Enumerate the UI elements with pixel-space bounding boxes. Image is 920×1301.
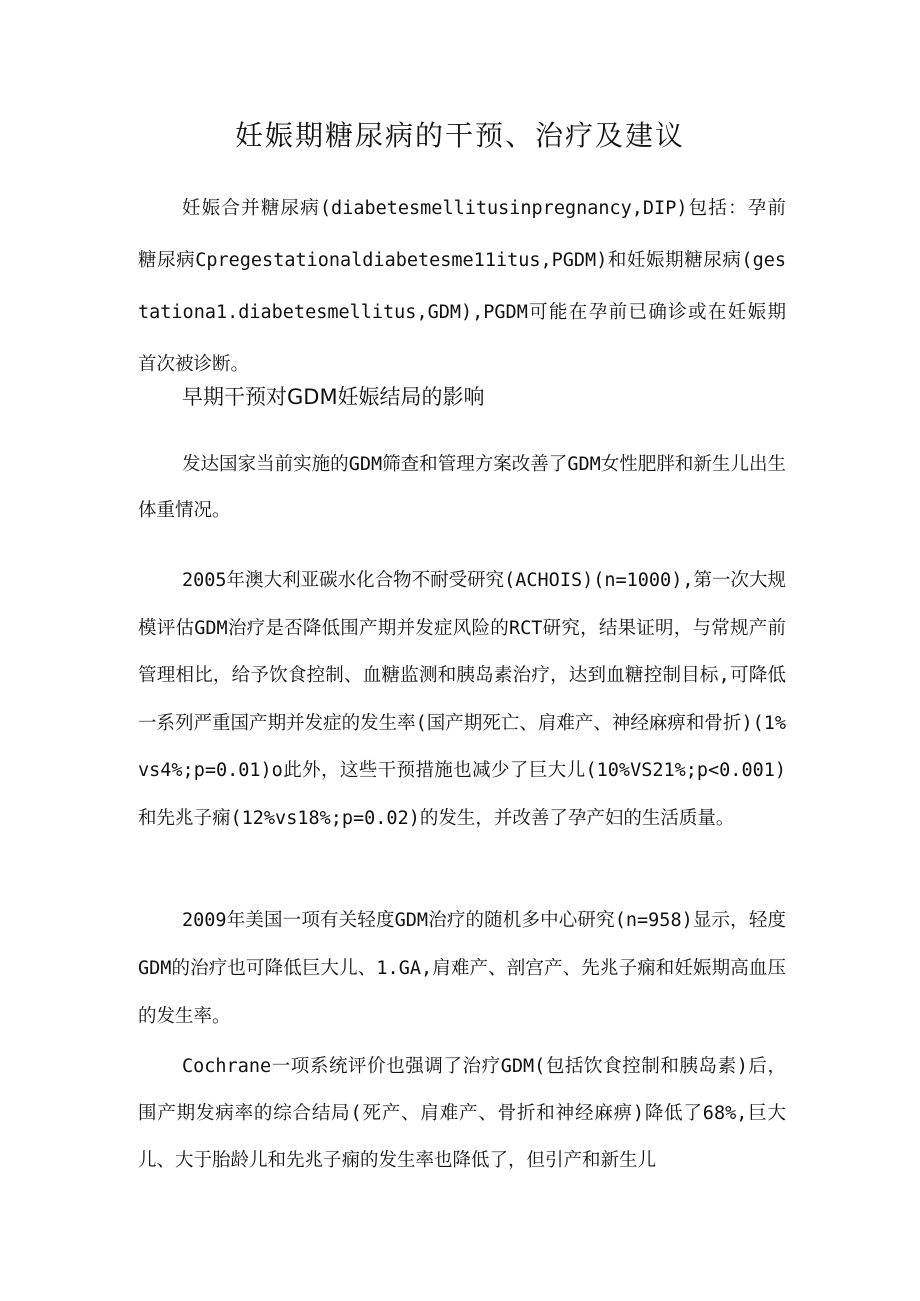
section-heading: 早期干预对GDM妊娠结局的影响 bbox=[182, 385, 485, 409]
intro-paragraph: 妊娠合并糖尿病(diabetesmellitusinpregnancy,DIP)包括：孕前糖尿病Cpregestationaldiabetesme11itus,PGDM)和妊娠期糖尿病(gestationa1.diabetesmellitus,GDM),PGDM可能在孕前已确诊或在妊娠期首次被诊断。 bbox=[138, 198, 786, 375]
body-paragraph: 2009年美国一项有关轻度GDM治疗的随机多中心研究(n=958)显示，轻度GDM的治疗也可降低巨大儿、1.GA,肩难产、剖宫产、先兆子痫和妊娠期高血压的发生率。 bbox=[138, 910, 786, 1027]
body-paragraph: Cochrane一项系统评价也强调了治疗GDM(包括饮食控制和胰岛素)后，围产期发病率的综合结局(死产、肩难产、骨折和神经麻痹)降低了68%,巨大儿、大于胎龄儿和先兆子痫的发生率也降低了，但引产和新生儿 bbox=[138, 1056, 786, 1171]
body-paragraph: 2005年澳大利亚碳水化合物不耐受研究(ACHOIS)(n=1000),第一次大规模评估GDM治疗是否降低围产期并发症风险的RCT研究，结果证明，与常规产前管理相比，给予饮食控制、血糖监测和胰岛素治疗，达到血糖控制目标,可降低一系列严重国产期并发症的发生率(国产期死亡、肩难产、神经麻痹和骨折)(1%vs4%;p=0.01)o此外，这些干预措施也减少了巨大儿(10%VS21%;p<0.001)和先兆子痫(12%vs18%;p=0.02)的发生，并改善了孕产妇的生活质量。 bbox=[138, 570, 786, 829]
body-paragraph: 发达国家当前实施的GDM筛查和管理方案改善了GDM女性肥胖和新生儿出生体重情况。 bbox=[138, 454, 786, 521]
document-title: 妊娠期糖尿病的干预、治疗及建议 bbox=[234, 119, 685, 152]
